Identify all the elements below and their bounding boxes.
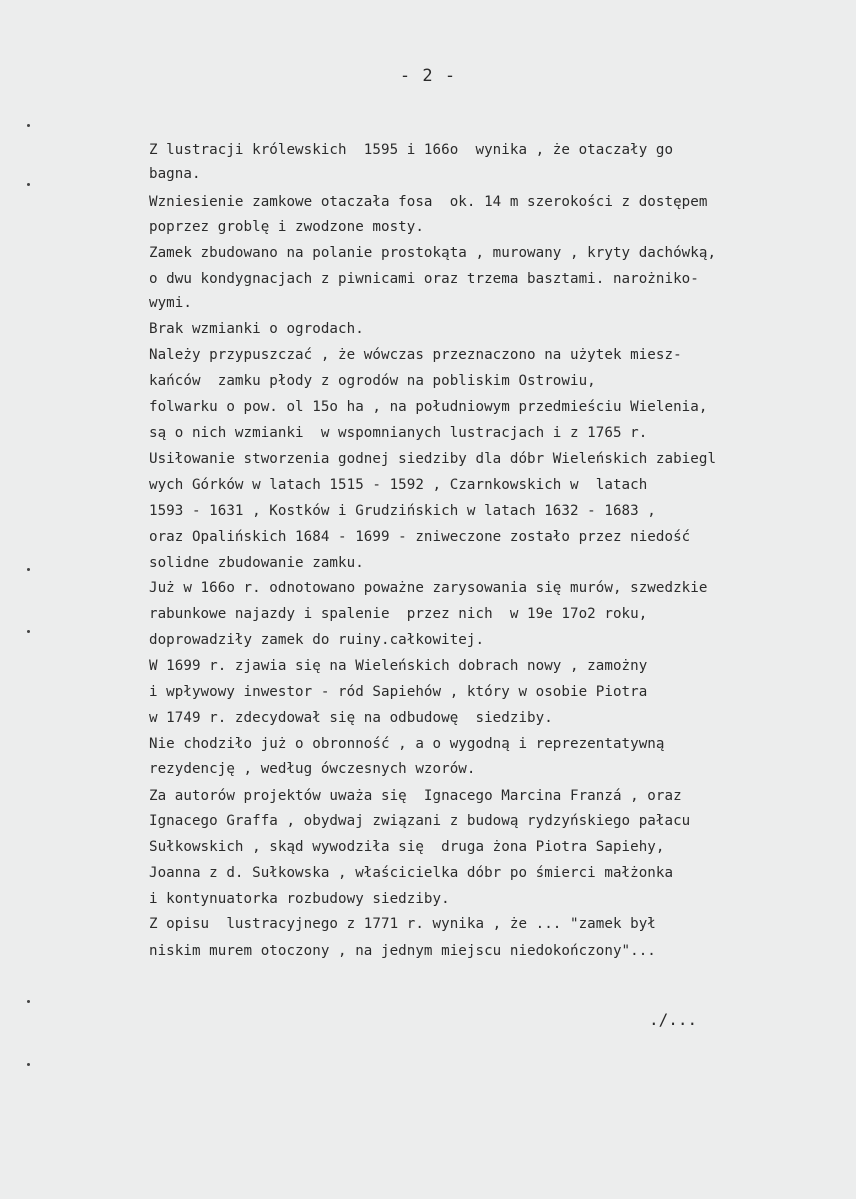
text-line: kańców zamku płody z ogrodów na pobliskim Ostrowiu, [149, 373, 596, 389]
text-line: poprzez groblę i zwodzone mosty. [149, 219, 424, 235]
text-line: W 1699 r. zjawia się na Wieleńskich dobrach nowy , zamożny [149, 658, 648, 674]
text-line: wych Górków w latach 1515 - 1592 , Czarnkowskich w latach [149, 477, 648, 493]
text-line: niskim murem otoczony , na jednym miejscu niedokończony"... [149, 943, 656, 959]
text-line: doprowadziły zamek do ruiny.całkowitej. [149, 632, 485, 648]
text-line: i kontynuatorka rozbudowy siedziby. [149, 891, 450, 907]
text-line: Zamek zbudowano na polanie prostokąta , murowany , kryty dachówką, [149, 245, 717, 261]
text-line: i wpływowy inwestor - ród Sapiehów , który w osobie Piotra [149, 684, 648, 700]
continuation-mark: ./... [649, 1010, 698, 1029]
margin-dot [27, 1063, 30, 1066]
page-number: - 2 - [399, 66, 457, 86]
margin-dot [27, 183, 30, 186]
text-line: Z lustracji królewskich 1595 i 166o wynika , że otaczały go [149, 142, 674, 158]
text-line: oraz Opalińskich 1684 - 1699 - zniweczone zostało przez niedość [149, 529, 691, 545]
margin-dot [27, 568, 30, 571]
text-line: w 1749 r. zdecydował się na odbudowę siedziby. [149, 710, 553, 726]
text-line: solidne zbudowanie zamku. [149, 555, 364, 571]
text-line: Nie chodziło już o obronność , a o wygodną i reprezentatywną [149, 736, 665, 752]
text-line: Ignacego Graffa , obydwaj związani z budową rydzyńskiego pałacu [149, 813, 691, 829]
text-line: folwarku o pow. ol 15o ha , na południowym przedmieściu Wielenia, [149, 399, 708, 415]
text-line: Sułkowskich , skąd wywodziła się druga żona Piotra Sapiehy, [149, 839, 665, 855]
text-line: 1593 - 1631 , Kostków i Grudzińskich w latach 1632 - 1683 , [149, 503, 656, 519]
margin-dot [27, 124, 30, 127]
margin-dot [27, 1000, 30, 1003]
text-line: rezydencję , według ówczesnych wzorów. [149, 761, 476, 777]
text-line: Wzniesienie zamkowe otaczała fosa ok. 14 m szerokości z dostępem [149, 194, 708, 210]
text-line: Już w 166o r. odnotowano poważne zarysowania się murów, szwedzkie [149, 580, 708, 596]
text-line: Należy przypuszczać , że wówczas przeznaczono na użytek miesz- [149, 347, 682, 363]
text-line: Joanna z d. Sułkowska , właścicielka dóbr po śmierci małżonka [149, 865, 674, 881]
text-line: bagna. [149, 166, 201, 182]
text-line: rabunkowe najazdy i spalenie przez nich w 19e 17o2 roku, [149, 606, 648, 622]
text-line: Brak wzmianki o ogrodach. [149, 321, 364, 337]
text-line: są o nich wzmianki w wspomnianych lustracjach i z 1765 r. [149, 425, 648, 441]
margin-dot [27, 630, 30, 633]
text-line: Za autorów projektów uważa się Ignacego Marcina Franzá , oraz [149, 788, 682, 804]
text-line: o dwu kondygnacjach z piwnicami oraz trzema basztami. narożniko- [149, 271, 699, 287]
text-line: Z opisu lustracyjnego z 1771 r. wynika , że ... "zamek był [149, 916, 656, 932]
text-line: Usiłowanie stworzenia godnej siedziby dla dóbr Wieleńskich zabiegl [149, 451, 717, 467]
text-line: wymi. [149, 295, 192, 311]
